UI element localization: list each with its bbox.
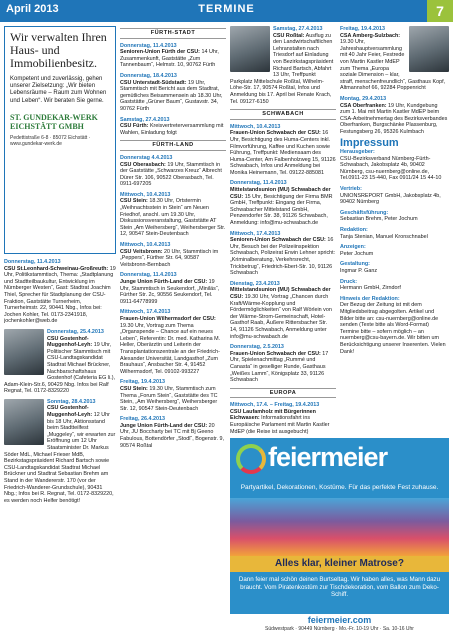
event-date: Freitag, 26.4.2013 <box>120 416 165 423</box>
event-date: Donnerstag, 25.4.2013 <box>47 328 104 335</box>
event-item <box>340 96 449 136</box>
event-date: Mittwoch, 17.4. – Freitag, 19.4.2013 <box>230 402 320 409</box>
event-date: Mittwoch, 10.4.2013 <box>120 242 171 249</box>
event-date: Donnerstag, 11.4.2013 <box>120 42 177 49</box>
event-item <box>230 180 336 226</box>
event-org: CSU Roßtal: <box>273 32 305 39</box>
event-date: Donnerstag, 18.4.2013 <box>120 72 177 79</box>
impressum-key: Vertrieb: <box>340 186 362 193</box>
event-org: CSU Unterstadt-Südstadt: <box>120 79 187 86</box>
event-date: Mittwoch, 17.4.2013 <box>230 230 281 237</box>
event-body: 17 Uhr, Spielenachmittag „Rummé und Canasta“ in geselliger Runde, Gasthaus „Weißes Lamm“, Königsplatz 33, 91126 Schwabach <box>230 350 329 384</box>
header-month: April 2013 <box>6 3 59 15</box>
ad-logo: feiermeier <box>268 442 388 472</box>
event-date: Samstag, 27.4.2013 <box>120 116 170 123</box>
event-org: CSU Stein: <box>120 385 148 392</box>
event-item <box>230 26 336 105</box>
event-item <box>4 259 116 325</box>
event-item <box>230 344 336 384</box>
impressum <box>340 149 449 355</box>
event-body: 19.30 Uhr, Jahreshauptversammlung mit 40 Jahr Feier, Festrede von Martin Kastler MdEP zum Thema „Europa soziale Dimension – klar, straff, menschenfreundlich“, Gasthaus Kopf, Altmannshof 66, 92284 Poppenricht <box>340 39 446 92</box>
impressum-value: CSU-Bezirksverband Nürnberg-Fürth-Schwabach, Jakobsplatz 4b, 90402 Nürnberg, csu-nuernberg@online.de, Tel.0911-23 15-440, Fax 0911/24 15 44-10 <box>340 155 442 182</box>
event-date: Mittwoch, 10.4.2013 <box>230 123 281 130</box>
event-item <box>120 379 226 412</box>
event-item <box>120 416 226 449</box>
section-heading: FÜRTH-LAND <box>120 140 226 151</box>
impressum-value: Tanja Stenian, Manuel Kronschnabel <box>340 233 428 240</box>
ad-headline: Wir verwalten Ihren Haus- und Immobilienbesitz. <box>10 30 107 70</box>
ad-brand: ST. GUNDEKAR-WERK EICHSTÄTT GMBH <box>10 112 98 131</box>
feiermeier-logo-icon <box>236 444 266 474</box>
impressum-title: Impressum <box>340 136 399 149</box>
impressum-value: Sebastian Brehm, Peter Jochum <box>340 216 418 223</box>
impressum-value: Peter Jochum <box>340 250 374 257</box>
event-org: CSA Amberg-Sulzbach: <box>340 32 401 39</box>
event-org: Senioren-Union Schwabach der CSU: <box>230 237 326 244</box>
ad-text: Dann feier mal schön deinen Burtseltag. Wir haben alles, was Mann dazu braucht. Vom Piratenkostüm zur Tischdekoration, vom Ballon zum Deko-Schiff. <box>238 576 441 599</box>
event-org: CSU Fürth: <box>120 123 149 130</box>
impressum-key: Druck: <box>340 278 358 285</box>
event-org: Junge Union Fürth-Land der CSU: <box>120 279 208 285</box>
event-org: Junge Union Fürth-Land der CSU: <box>120 422 208 429</box>
ad-bottom-logo: feiermeier.com <box>307 615 372 625</box>
column-4 <box>340 26 449 436</box>
impressum-value: UNIONSREPORT GmbH, Jakobsplatz 4b, 90402 Nürnberg <box>340 192 441 206</box>
event-org: Frauen-Union Schwabach der CSU: <box>230 350 321 357</box>
ad-body: Kompetent und zuverlässig, gehen unserer Zielsetzung: „Wir bieten Lebensräume – Raum zum Wohnen und Leben“. Wir beraten Sie gerne. <box>10 76 107 104</box>
event-date: Mittwoch, 17.4.2013 <box>120 309 171 316</box>
event-body: 16 Uhr, Besichtigung des Huma-Centers inkl. Filmvorführung, Kaffee und Kuchen sowie Führung, Treffpunkt: Mediensaam des Huma-Center, Am Falbenholzweg 15, 91126 Schwabach, Infos und Anmeldung bei Monika Heinemann, Tel. 09122-885081 <box>230 130 336 176</box>
event-body: 19 Uhr, Stammtisch mit Bericht aus dem Stadtrat, gemütliches Beisammensein ab 18.30 Uhr, Gaststätte „Grüner Baum“, Gustavstr. 34, 90762 Fürth <box>120 79 223 112</box>
ad-address: Pedettistraße 6-8 · 85072 Eichstätt · www.gundekar-werk.de <box>10 134 91 147</box>
event-item <box>4 329 116 395</box>
event-org: CSU Veitsbronn: <box>120 248 163 255</box>
event-date: Donnerstag, 11.4.2013 <box>120 272 177 279</box>
page-header <box>0 0 453 22</box>
event-item <box>120 242 226 268</box>
section-heading: FÜRTH-STADT <box>120 28 226 39</box>
event-body: 20 Uhr, JU Boccharty bei TC mit Bj Geeno Fabulous, Bottendörfer „Stodl“, Bogenstr. 9, 90574 Roßtal <box>120 422 224 449</box>
event-item <box>230 231 336 277</box>
column-1 <box>4 26 116 636</box>
event-date: Freitag, 19.4.2013 <box>340 26 385 32</box>
event-date: Donnerstag, 11.4.2013 <box>4 259 61 265</box>
impressum-key: Gestaltung: <box>340 261 370 268</box>
column-3 <box>230 26 336 436</box>
event-item <box>120 192 226 238</box>
portrait-photo <box>4 399 44 445</box>
event-org: CSU Stein: <box>120 198 148 205</box>
event-body: 19 Uhr, Stammtisch in Seukendorf, „Miniläs“, Fürther Str. 2c, 90556 Seukendorf, Tel. 0911-64778999 <box>120 279 220 305</box>
event-item <box>230 124 336 177</box>
gundekar-ad[interactable] <box>4 26 116 254</box>
impressum-key: Geschäftsführung: <box>340 209 389 216</box>
event-org: CSU Oberasbach: <box>120 161 166 168</box>
event-org: Mittelstandsunion (MU) Schwabach der CSU: <box>230 187 331 200</box>
event-body: 20 Uhr, Stammtisch im „Peppers“, Fürther Str. 64, 90587 Veitsbronn-Bernbach <box>120 248 219 268</box>
event-date: Donnerstag 4.4.2013 <box>120 154 173 161</box>
event-org: CSU Gostenhof-Muggenhof-Leyh: <box>47 405 93 419</box>
event-item <box>230 281 336 340</box>
event-item <box>120 155 226 188</box>
event-body: 15 Uhr, Besichtigung der Firma BMR GmbH, Treffpunkt: Eingang der Firma, Schwabacher Mittelstand GmbH, Penzendorfer Str. 38, 91126 Schwabach, Anmeldung: info@mu-schwabach.de <box>230 193 333 227</box>
event-item <box>120 117 226 137</box>
section-heading: SCHWABACH <box>230 109 336 120</box>
event-org: CSU Gostenhof-Muggenhof-Leyh: <box>47 335 93 349</box>
event-date: Montag, 29.4.2013 <box>340 95 387 102</box>
event-body: 18.30 Uhr, Ortstermin „Weihnachtsstein in Stein“ am Neuen Friedhof, anschl. um 19.30 Uhr, Diskussionsveranstaltung, Gaststätte AT Stein „Am Weihersberg“, Weihersberger Str. 12, 90547 Stein-Deutenbach <box>120 198 226 238</box>
event-org: Frauen-Union Schwabach der CSU: <box>230 130 321 137</box>
event-org: Frauen-Union Wilhermsdorf der CSU: <box>120 315 216 322</box>
impressum-key: Redaktion: <box>340 227 368 234</box>
column-2 <box>120 26 226 636</box>
impressum-value: Ingmar P. Ganz <box>340 268 378 274</box>
event-item <box>120 309 226 375</box>
event-org: CSU St.Leonhard-Schweinau-Großreuth: <box>4 265 109 272</box>
event-item <box>4 399 116 505</box>
event-date: Sonntag, 28.4.2013 <box>47 398 96 405</box>
event-body: Kreisvertreterversammlung mit Wahlen, Einladung folgt <box>120 123 224 136</box>
event-date: Freitag, 19.4.2013 <box>120 379 165 386</box>
ad-headline: Alles klar, kleiner Matrose? <box>230 556 449 572</box>
header-title: TERMINE <box>198 3 255 15</box>
portrait-photo <box>409 26 449 72</box>
event-item <box>230 402 336 435</box>
event-item <box>340 26 449 92</box>
event-item <box>120 73 226 113</box>
event-org: CSA Oberfranken: <box>340 102 387 109</box>
event-date: Donnerstag, 11.4.2013 <box>230 180 287 187</box>
impressum-key: Anzeigen: <box>340 244 366 251</box>
event-date: Dienstag, 23.4.2013 <box>230 280 280 287</box>
event-date: Mittwoch, 10.4.2013 <box>120 191 171 198</box>
impressum-key: Hinweis der Redaktion: <box>340 295 400 302</box>
event-body: Informationsfahrt ins Europäische Parlament mit Martin Kastler MdEP (die Reise ist ausgebucht) <box>230 415 330 435</box>
event-body: 19 Uhr, Politischer Stammtisch mit CSU-Landtagskandidat Stadtrat Michael Brückner, Nachbarschaftshaus Gostenhof (Cafeteria EG li.), Adam-Klein-Str.6, 90429 Nbg. Infos bei Ralf Regnat, Tel. 0172-8329220 <box>4 342 116 395</box>
ad-tagline: Partyartikel, Dekorationen, Kostüme. Für das perfekte Fest zuhause. <box>240 484 439 491</box>
event-body: 19.30 Uhr, Vortrag zum Thema „Organspende – Chance auf ein neues Leben“, Referentin: Dr. med. Katharina M. Heller, Oberärztin und Leiterin der Transplantationszentrale an der Friedrich-Alexander Universität, Landgasthof „Zum Brauhaus“, Ansbacher Str. 4, 91452 Wilhermsdorf, Tel. 09102-993227 <box>120 322 221 375</box>
event-org: Mittelstandsunion (MU) Schwabach der CSU: <box>230 287 331 300</box>
section-heading: EUROPA <box>230 388 336 399</box>
ad-bottom-info: Südwestpark · 90449 Nürnberg · Mo.-Fr. 10-19 Uhr · Sa. 10-16 Uhr <box>265 626 414 632</box>
event-org: CSU Laufamholz mit Bürgerinnen Eichwasen: <box>230 408 316 422</box>
event-body: Ausflug zu den Landwirtschaftlichen Lehranstalten nach Triesdorf auf Einladung von Bezirkstagspräsident Richard Bartsch, Abfahrt 13 Uhr, Treffpunkt Parkplatz Mittelschule Roßtal, Wilhelm-Löhe-Str. 17, 90574 Roßtal, Infos und Anmeldung bis 17. April bei Renate Krach, Tel. 09127-6150 <box>230 32 334 105</box>
impressum-value: Hermann GmbH, Zirndorf <box>340 285 401 292</box>
event-org: Senioren-Union Fürth der CSU: <box>120 49 200 56</box>
event-item <box>120 272 226 305</box>
event-body: 12 Uhr bis 18 Uhr, Aktionsstand beim Stadtteilfest „Muggeley“, wir erwarten zur Eröffnung um 12 Uhr Staatsminister Dr. Markus Söder MdL, Michael Frieser MdB, Bezirkstagspräsident Richard Bartsch sowie CSU-Landtagskandidat Stadtrat Michael Brückner und Stadtrat Sebastian Brehm am Stand in der Wandererstr. 170 (vor der Friedrich-Wanderer-Grundschule), 90431 Nbg.; Infos bei R. Regnat, Tel. 0172-8329220, es werden noch Helfer benötigt! <box>4 412 116 504</box>
event-date: Samstag, 27.4.2013 <box>273 26 323 32</box>
ad-photo <box>230 498 449 556</box>
event-body: 19 Uhr, Kundgebung zum 1. Mai mit Martin Kastler MdEP beim CSA-Arbeitnehmertag des Bezirksverbandes Oberfranken, Burgschänke Plassenburg, Festungsberg 26, 95326 Kulmbach <box>340 102 448 135</box>
page-number: 7 <box>427 0 453 22</box>
event-body: 14 Uhr, Zusammenkunft, Gaststätte „Zum Tannenbaum“, Helmstr. 10, 90762 Fürth <box>120 49 219 69</box>
event-body: 19.30 Uhr, Stammtisch zum Thema „Forum Stein“, Gaststätte des TC Stein, „Am Weihersberg“, Weihersberger Str. 12, 90547 Stein-Deutenbach <box>120 385 218 412</box>
portrait-photo <box>4 329 44 375</box>
event-body: 19 Uhr, Stammtisch in der Gaststätte „Schwarzes Kreuz“ Albrecht Dürer Str. 106, 90522 Oberasbach, Tel. 0911-697205 <box>120 161 222 188</box>
event-date: Donnerstag, 2.5.2013 <box>230 344 284 351</box>
impressum-key: Herausgeber: <box>340 149 375 156</box>
event-body: 19 Uhr, Politikstammtisch, Thema: „Stadtplanung und Stadtteilbaukultur, Entwicklung im Nürnberger Westen“, Gast: Stadtrat Joachim Thiel, Sprecher für Stadtplanung der CSU-Fraktion, Gaststätte Turnerheim, Turnerheimstr. 22, 90441 Nbg., Infos bei: Jochen Kohler, Tel. 0173-2341918, jochenkohler@web.de <box>4 265 116 325</box>
event-body: 16 Uhr, Besuch bei der Polizeiinspektion Schwabach, Polizeirat Erwin Lehner spricht: „Kriminalberatung, Verkehrsrecht, Trickbetrug“, Friedrich-Ebert-Str. 10, 91126 Schwabach <box>230 237 336 277</box>
feiermeier-ad[interactable] <box>230 438 449 636</box>
impressum-value: Der Bezug der Zeitung ist mit dem Mitgliedsbeitrag abgegolten. Artikel und Bilder bitte an: csu-nuernberg@online.de senden (Texte bitte als Word-Format) Termine bitte – sofern möglich – an nuernberg@csu-bayern.de. Wir bitten um Berücksichtigung unserer Inserenten. Vielen Dank! <box>340 302 446 355</box>
ad-bottom-bar <box>230 614 449 636</box>
portrait-photo <box>230 26 270 72</box>
event-body: 19.30 Uhr, Vortrag „Chancen durch Kraft/Wärme-Kopplung und Fördermöglichkeiten“ von Ralf Wörlein von der Wärme-Strom-Gemeinschaft, Hotel-Gasthof Raab, Äußere Rittersbacher Str. 14, 91126 Schwabach, Anmeldung unter info@mu-schwabach.de <box>230 293 332 340</box>
event-item <box>120 43 226 69</box>
